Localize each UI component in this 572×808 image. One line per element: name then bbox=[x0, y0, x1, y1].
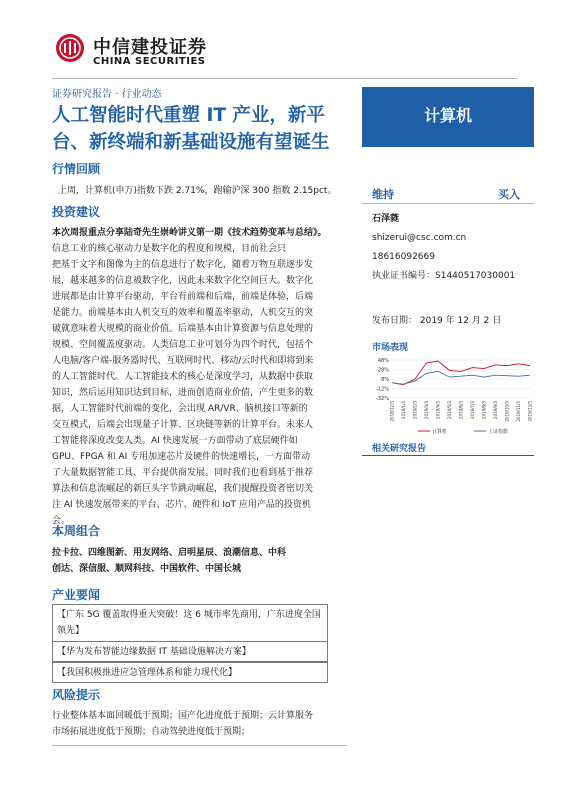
advice-line: 注 AI 快速发展带来的平台、芯片、硬件和 IoT 应用产品的投资机 bbox=[52, 500, 311, 510]
x-tick-label: 2019/7/3 bbox=[470, 401, 475, 419]
advice-line: 会。 bbox=[52, 516, 71, 526]
y-tick-label: 8% bbox=[381, 377, 389, 383]
news-item-line: 领先】 bbox=[57, 626, 85, 636]
publish-date: 发布日期： 2019 年 12 月 2 日 bbox=[372, 316, 502, 326]
x-tick-label: 2018/12/3 bbox=[389, 401, 395, 422]
report-category: 证券研究报告 · 行业动态 bbox=[52, 89, 162, 100]
advice-paragraph bbox=[52, 225, 330, 529]
advice-lines bbox=[52, 241, 330, 529]
company-name-cn: 中信建投证券 bbox=[93, 37, 207, 58]
series-line-1 bbox=[392, 371, 530, 384]
advice-line: 是能力。前端基本由人机交互的效率和覆盖率驱动，人机交互的突 bbox=[52, 308, 314, 318]
x-tick-label: 2019/4/3 bbox=[435, 401, 441, 419]
y-tick-label: 48% bbox=[377, 358, 389, 364]
advice-line: 交互模式，后端会出现量子计算、区块链等新的计算平台。未来人 bbox=[52, 420, 314, 430]
advice-line: 破就意味着大规模的商业价值。后端基本由计算资源与信息处理的 bbox=[52, 324, 314, 334]
advice-line: 人电脑/客户端-服务器时代、互联网时代、移动/云时代和即将到来 bbox=[52, 356, 314, 366]
y-tick-label: -12% bbox=[376, 386, 389, 393]
legend-label: 计算机 bbox=[432, 429, 448, 434]
advice-line: 工智能将深度改变人类。AI 快速发展一方面带动了底层硬件如 bbox=[52, 436, 298, 446]
x-tick-label: 2019/10/3 bbox=[504, 401, 510, 422]
advice-line: 规模、空间覆盖度驱动。人类信息工业可划分为四个时代，包括个 bbox=[52, 340, 314, 350]
risk-line: 行业整体基本面回暖低于预期；国产化进度低于预期；云计算服务 bbox=[52, 711, 314, 721]
x-tick-label: 2019/1/3 bbox=[401, 401, 406, 419]
related-reports-heading: 相关研究报告 bbox=[372, 444, 427, 454]
news-item[interactable] bbox=[52, 662, 328, 683]
advice-line: 知识，然后运用知识达到目标，进而创造商业价值，产生更多的数 bbox=[52, 388, 314, 398]
risk-line: 市场拓展进度低于预期；自动驾驶进度低于预期； bbox=[52, 727, 251, 737]
x-tick-label: 2019/2/3 bbox=[412, 401, 418, 419]
x-tick-label: 2019/12/3 bbox=[527, 401, 533, 422]
portfolio-line: 创达、深信服、顺网科技、中国软件、中国长城 bbox=[52, 564, 242, 574]
news-item-line: 【我国积极推进应急管理体系和能力现代化】 bbox=[57, 668, 238, 678]
section-heading-advice: 投资建议 bbox=[52, 205, 101, 219]
advice-line: 算法和信息流崛起的新巨头字节跳动崛起，我们提醒投资者密切关 bbox=[52, 484, 314, 494]
rating-divider bbox=[362, 203, 534, 204]
y-tick-label: -32% bbox=[376, 396, 389, 402]
section-heading-risk: 风险提示 bbox=[52, 688, 101, 702]
advice-line: 进展都是由计算平台驱动，平台有前端和后端，前端是体验，后端 bbox=[52, 292, 314, 302]
section-heading-portfolio: 本周组合 bbox=[52, 524, 101, 538]
analyst-name: 石泽蕤 bbox=[372, 214, 400, 224]
advice-line: 信息工业的核心驱动力是数字化的程度和规模，目前社会只 bbox=[52, 244, 287, 254]
rating-label: 维持 bbox=[372, 188, 394, 201]
section-heading-news: 产业要闻 bbox=[52, 588, 101, 602]
news-item[interactable] bbox=[52, 604, 328, 642]
news-item-line: 【华为发布智能边缘数据 IT 基础设施解决方案】 bbox=[57, 647, 251, 657]
y-tick-label: 28% bbox=[377, 367, 389, 374]
analyst-cert: 执业证书编号：S1440517030001 bbox=[372, 271, 516, 281]
analyst-info bbox=[372, 210, 515, 286]
risk-text bbox=[52, 708, 342, 740]
news-item[interactable] bbox=[52, 641, 328, 662]
section-heading-market-review: 行情回顾 bbox=[52, 162, 101, 176]
rating-value: 买入 bbox=[498, 188, 520, 201]
related-reports-divider bbox=[362, 455, 534, 456]
advice-line: GPU、FPGA 和 AI 专用加速芯片及硬件的快速增长，一方面带动 bbox=[52, 452, 311, 462]
x-tick-label: 2019/8/3 bbox=[481, 401, 487, 419]
x-tick-label: 2019/3/3 bbox=[424, 401, 429, 419]
advice-lead: 本次周报重点分享陆奇先生崇岭讲义第一期《技术趋势变革与总结》。 bbox=[52, 228, 327, 238]
advice-line: 了大量数据智能工具、平台提供商发展。同时我们也看到基于推荐 bbox=[52, 468, 314, 478]
advice-line: 展，越来越多的信息被数字化，因此未来数字化空间巨大。数字化 bbox=[52, 276, 314, 286]
x-tick-label: 2019/5/3 bbox=[447, 401, 452, 419]
header-divider bbox=[52, 78, 518, 79]
news-item-line: 【广东 5G 覆盖取得重大突破！这 6 城市率先商用，广东进度全国 bbox=[57, 610, 321, 620]
report-title-line: 台、新终端和新基础设施有望诞生 bbox=[52, 132, 330, 153]
analyst-phone: 18616092669 bbox=[372, 252, 435, 262]
industry-label: 计算机 bbox=[423, 106, 472, 125]
advice-line: 把基于文字和图像为主的信息进行了数字化，随着万物互联逐步发 bbox=[52, 260, 314, 270]
legend-label: 上证指数 bbox=[488, 429, 509, 434]
portfolio-line: 拉卡拉、四维图新、用友网络、启明星辰、浪潮信息、中科 bbox=[52, 548, 287, 558]
company-name-en: CHINA SECURITIES bbox=[93, 56, 206, 67]
x-tick-label: 2019/11/3 bbox=[516, 401, 521, 422]
advice-line: 据，人工智能时代前端的变化，会出现 AR/VR、脑机接口等新的 bbox=[52, 404, 308, 414]
company-logo-icon bbox=[56, 34, 84, 62]
market-performance-chart bbox=[362, 356, 534, 434]
x-tick-label: 2019/6/3 bbox=[458, 401, 464, 419]
portfolio-list bbox=[52, 545, 332, 577]
market-performance-heading: 市场表现 bbox=[372, 343, 409, 353]
analyst-email[interactable]: shizerui@csc.com.cn bbox=[372, 233, 467, 243]
market-review-text: 上周，计算机(申万)指数下跌 2.71%，跑输沪深 300 指数 2.15pct。 bbox=[58, 186, 337, 196]
report-title-line: 人工智能时代重塑 IT 产业，新平 bbox=[52, 105, 325, 126]
advice-line: 的人工智能时代。人工智能技术的核心是深度学习，从数据中获取 bbox=[52, 372, 314, 382]
report-title bbox=[52, 102, 362, 156]
footer-divider bbox=[52, 745, 346, 746]
x-tick-label: 2019/9/3 bbox=[493, 401, 498, 419]
